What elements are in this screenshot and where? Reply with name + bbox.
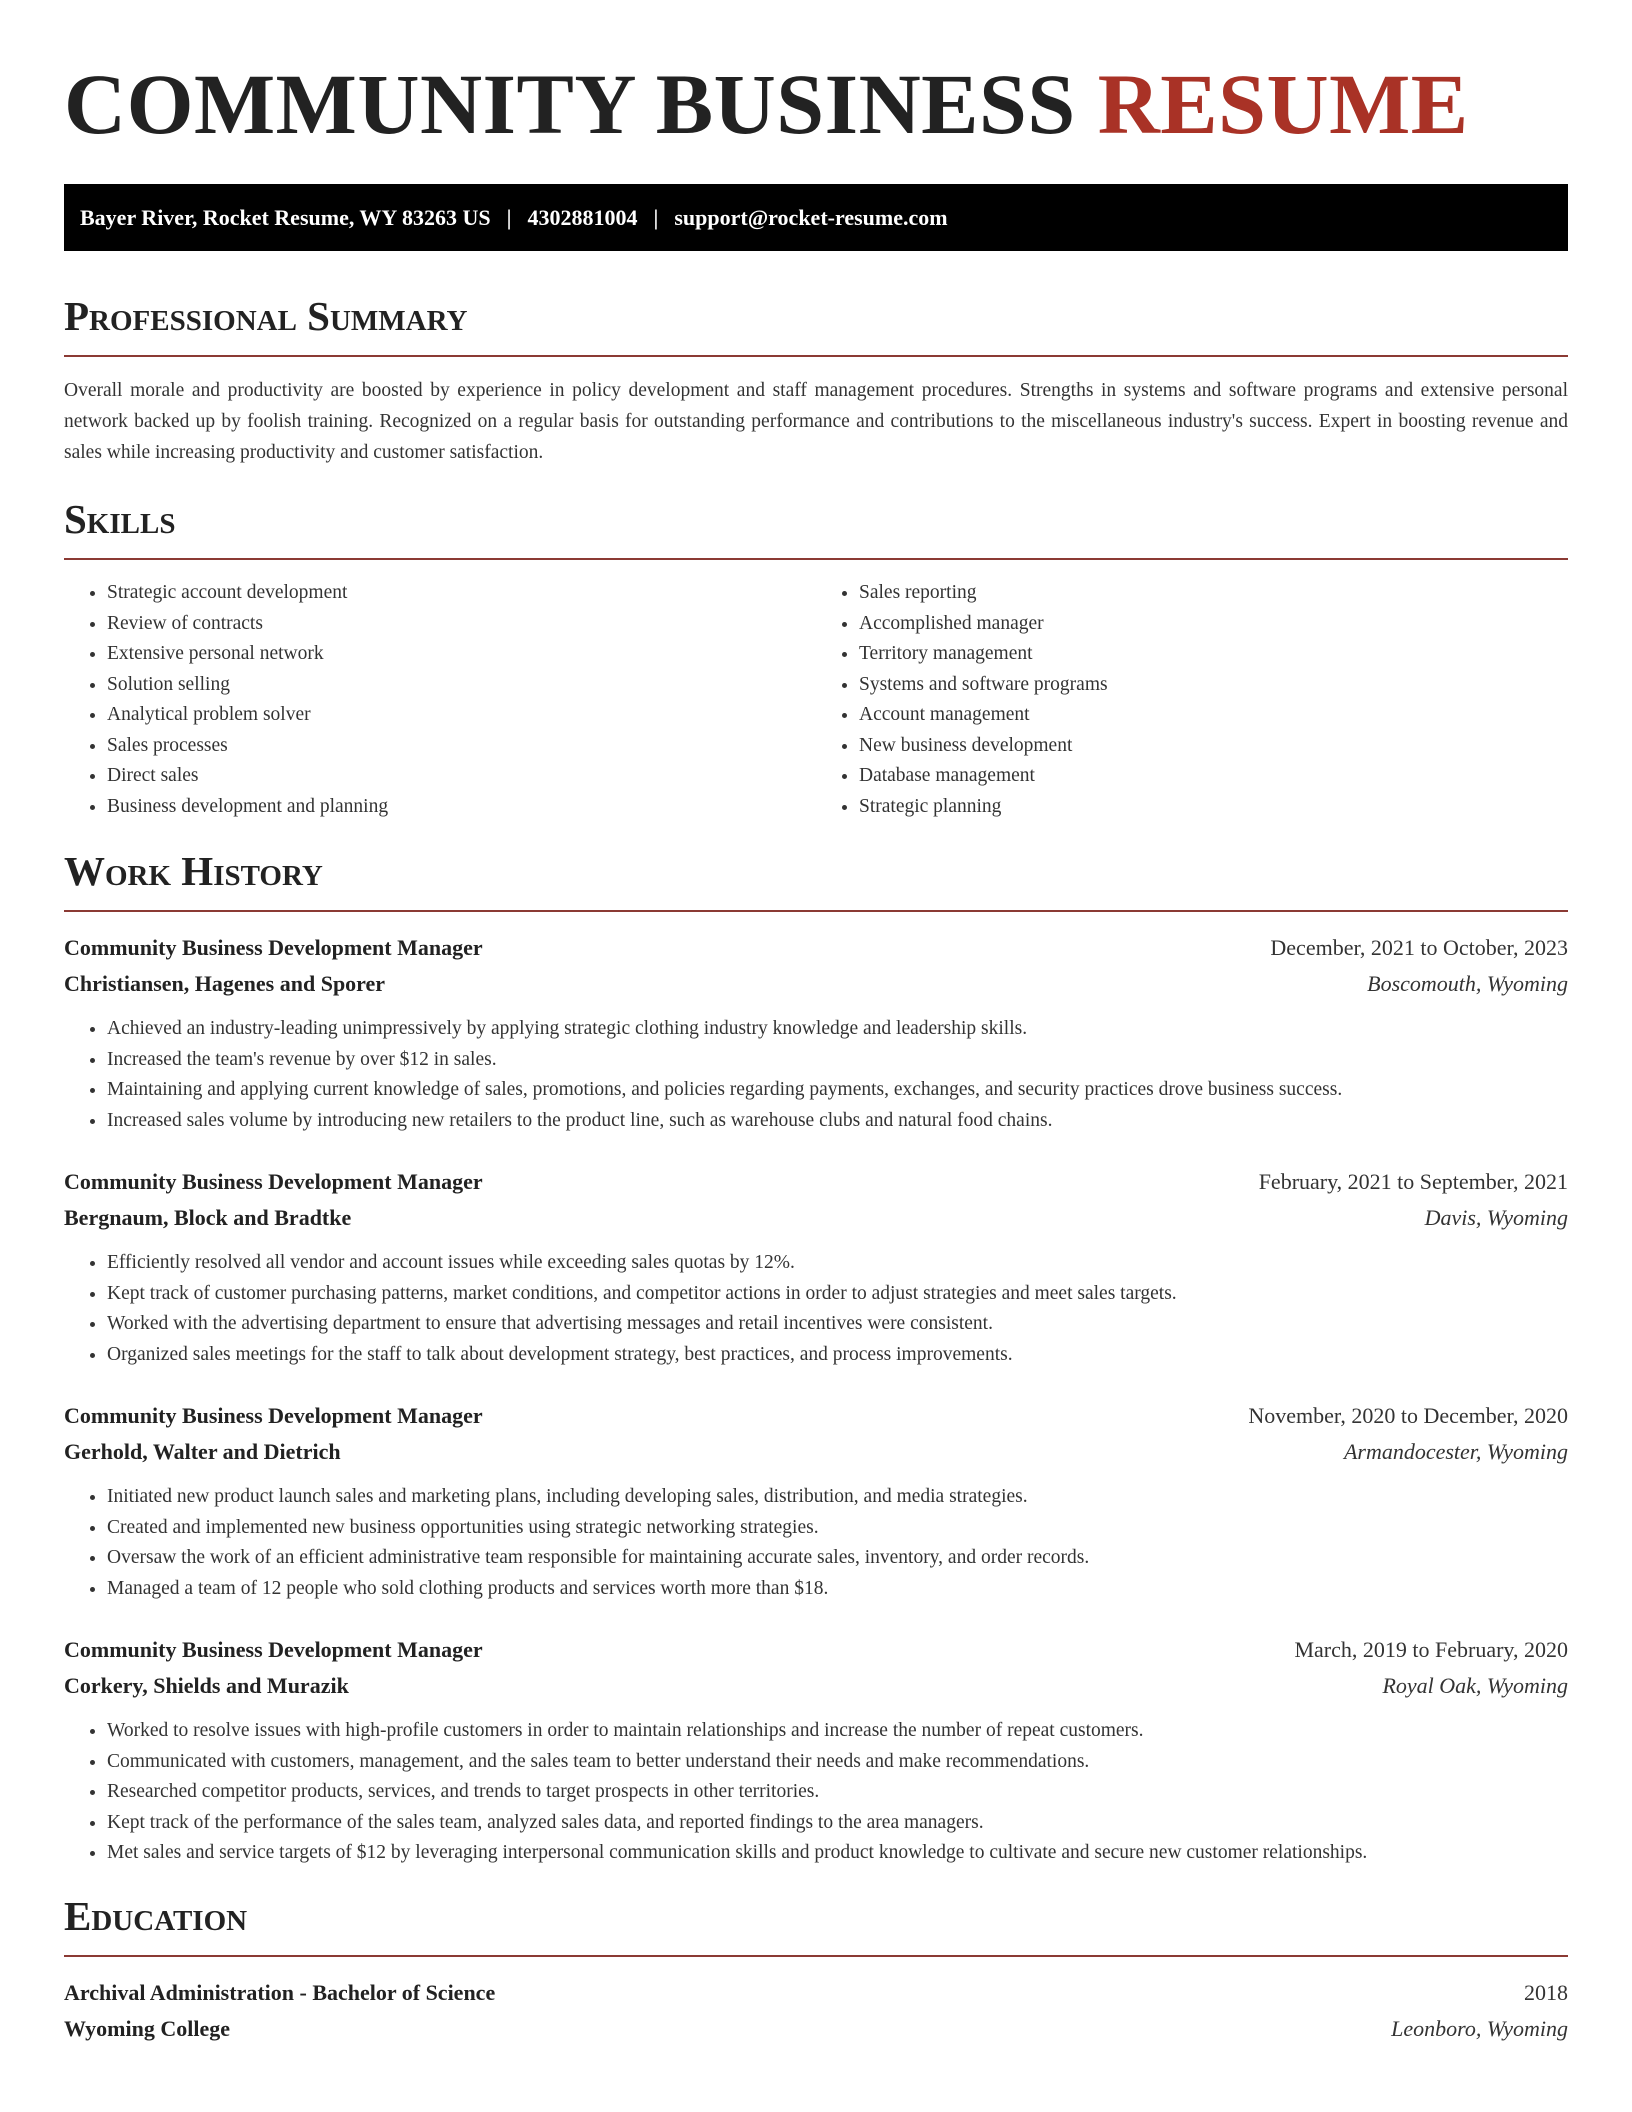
skills-list: [64, 578, 1568, 822]
job-title: Community Business Development Manager: [64, 1169, 483, 1194]
job-row: [64, 930, 1568, 966]
job-title: Community Business Development Manager: [64, 1637, 483, 1662]
contact-phone: 4302881004: [527, 204, 638, 230]
education-row: [64, 2011, 1568, 2047]
job-bullet: • Organized sales meetings for the staff to talk about development strategy, best practices, and process improvements.: [107, 1340, 1568, 1371]
job-bullet: • Kept track of customer purchasing patterns, market conditions, and competitor actions in order to adjust strategies and meet sales targets.: [107, 1279, 1568, 1310]
summary-heading: Professional Summary: [64, 291, 1568, 357]
job-row: [64, 966, 1568, 1002]
skill-item: • Systems and software programs: [859, 670, 1568, 701]
resume-title: [64, 0, 1568, 154]
skill-item: • Database management: [859, 761, 1568, 792]
skills-heading: Skills: [64, 494, 1568, 560]
title-accent: RESUME: [1097, 56, 1469, 152]
summary-section: [64, 291, 1568, 468]
job-entry: [64, 1164, 1568, 1370]
skills-section: [64, 494, 1568, 822]
education-row: [64, 1975, 1568, 2011]
job-row: [64, 1632, 1568, 1668]
education-heading: Education: [64, 1891, 1568, 1957]
job-row: [64, 1398, 1568, 1434]
skill-item: • Extensive personal network: [107, 639, 816, 670]
job-bullet: • Achieved an industry-leading unimpressively by applying strategic clothing industry knowledge and leadership skills.: [107, 1014, 1568, 1045]
job-bullet: • Researched competitor products, services, and trends to target prospects in other territories.: [107, 1777, 1568, 1808]
education-section: [64, 1891, 1568, 2047]
job-bullet: • Managed a team of 12 people who sold clothing products and services worth more than $18.: [107, 1574, 1568, 1605]
title-main: COMMUNITY BUSINESS: [64, 56, 1076, 152]
job-row: [64, 1200, 1568, 1236]
contact-separator: |: [653, 204, 659, 230]
job-title: Community Business Development Manager: [64, 935, 483, 960]
job-title: Community Business Development Manager: [64, 1403, 483, 1428]
job-bullet: • Communicated with customers, management, and the sales team to better understand their needs and make recommendations.: [107, 1747, 1568, 1778]
skill-item: • Strategic planning: [859, 792, 1568, 823]
job-location: Armandocester, Wyoming: [1343, 1439, 1568, 1464]
job-company: Bergnaum, Block and Bradtke: [64, 1205, 352, 1230]
job-bullet: • Created and implemented new business opportunities using strategic networking strategies.: [107, 1513, 1568, 1544]
job-bullet: • Increased the team's revenue by over $12 in sales.: [107, 1045, 1568, 1076]
skill-item: • Business development and planning: [107, 792, 816, 823]
job-bullet: • Efficiently resolved all vendor and account issues while exceeding sales quotas by 12%.: [107, 1248, 1568, 1279]
education-location: Leonboro, Wyoming: [1391, 2015, 1568, 2041]
contact-address: Bayer River, Rocket Resume, WY 83263 US: [80, 204, 491, 230]
contact-bar: [64, 184, 1568, 251]
job-dates: March, 2019 to February, 2020: [1294, 1637, 1568, 1662]
job-bullet: • Kept track of the performance of the sales team, analyzed sales data, and reported findings to the area managers.: [107, 1808, 1568, 1839]
skill-item: • New business development: [859, 731, 1568, 762]
job-dates: February, 2021 to September, 2021: [1258, 1169, 1568, 1194]
education-year: 2018: [1524, 1979, 1568, 2005]
job-bullet: • Oversaw the work of an efficient administrative team responsible for maintaining accurate sales, inventory, and order records.: [107, 1543, 1568, 1574]
skill-item: • Analytical problem solver: [107, 700, 816, 731]
job-bullets: [64, 1248, 1568, 1370]
job-bullet: • Initiated new product launch sales and marketing plans, including developing sales, distribution, and media strategies.: [107, 1482, 1568, 1513]
job-location: Davis, Wyoming: [1424, 1205, 1568, 1230]
job-bullets: [64, 1482, 1568, 1604]
job-bullet: • Met sales and service targets of $12 by leveraging interpersonal communication skills and product knowledge to cultivate and secure new customer relationships.: [107, 1838, 1568, 1869]
job-bullets: [64, 1716, 1568, 1869]
job-row: [64, 1434, 1568, 1470]
job-bullet: • Worked to resolve issues with high-profile customers in order to maintain relationships and increase the number of repeat customers.: [107, 1716, 1568, 1747]
skill-item: • Sales processes: [107, 731, 816, 762]
skill-item: • Accomplished manager: [859, 609, 1568, 640]
job-bullets: [64, 1014, 1568, 1136]
job-row: [64, 1164, 1568, 1200]
job-bullet: • Worked with the advertising department to ensure that advertising messages and retail incentives were consistent.: [107, 1309, 1568, 1340]
skill-item: • Account management: [859, 700, 1568, 731]
work-section: [64, 846, 1568, 1869]
skill-item: • Territory management: [859, 639, 1568, 670]
skills-column-right: [816, 578, 1568, 822]
skill-item: • Strategic account development: [107, 578, 816, 609]
job-dates: November, 2020 to December, 2020: [1248, 1403, 1568, 1428]
contact-separator: |: [506, 204, 512, 230]
job-bullet: • Maintaining and applying current knowledge of sales, promotions, and policies regarding payments, exchanges, and security practices drove business success.: [107, 1075, 1568, 1106]
job-bullet: • Increased sales volume by introducing new retailers to the product line, such as warehouse clubs and natural food chains.: [107, 1106, 1568, 1137]
work-heading: Work History: [64, 846, 1568, 912]
job-location: Boscomouth, Wyoming: [1367, 971, 1568, 996]
education-degree: Archival Administration - Bachelor of Science: [64, 1979, 496, 2005]
job-company: Gerhold, Walter and Dietrich: [64, 1439, 341, 1464]
job-company: Corkery, Shields and Murazik: [64, 1673, 349, 1698]
education-school: Wyoming College: [64, 2015, 230, 2041]
job-company: Christiansen, Hagenes and Sporer: [64, 971, 386, 996]
job-location: Royal Oak, Wyoming: [1382, 1673, 1568, 1698]
job-entry: [64, 1398, 1568, 1604]
job-list: [64, 930, 1568, 1869]
skill-item: • Direct sales: [107, 761, 816, 792]
skills-column-left: [64, 578, 816, 822]
job-entry: [64, 930, 1568, 1136]
skill-item: • Solution selling: [107, 670, 816, 701]
skill-item: • Review of contracts: [107, 609, 816, 640]
skill-item: • Sales reporting: [859, 578, 1568, 609]
job-row: [64, 1668, 1568, 1704]
job-dates: December, 2021 to October, 2023: [1270, 935, 1568, 960]
education-entry: [64, 1975, 1568, 2047]
contact-email: support@rocket-resume.com: [674, 204, 948, 230]
job-entry: [64, 1632, 1568, 1869]
summary-text: Overall morale and productivity are boosted by experience in policy development and staff management procedures. Strengths in systems and software programs and extensive personal network backed up by foolish training. Recognized on a regular basis for outstanding performance and contributions to the miscellaneous industry's success. Expert in boosting revenue and sales while increasing productivity and customer satisfaction.: [64, 380, 1568, 463]
